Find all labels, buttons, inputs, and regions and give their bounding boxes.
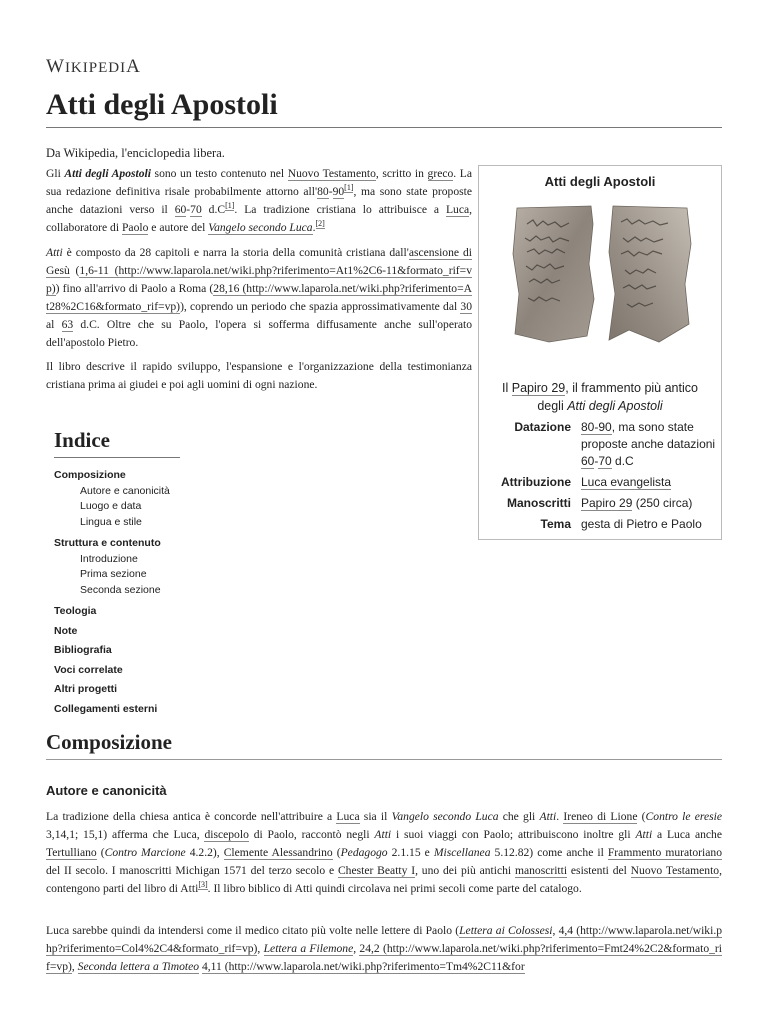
logo-letter-w: W [46, 56, 65, 77]
link-greco[interactable]: greco [427, 167, 454, 180]
tagline: Da Wikipedia, l'enciclopedia libera. [46, 146, 225, 160]
link-80-90[interactable]: 80-90 [581, 420, 612, 434]
link-90[interactable]: 90 [332, 185, 345, 198]
link-paolo[interactable]: Paolo [121, 221, 149, 234]
link-60[interactable]: 60 [174, 203, 187, 216]
toc-item-struttura[interactable]: Struttura e contenuto [54, 537, 161, 549]
infobox-row-tema: Tema gesta di Pietro e Paolo [540, 517, 702, 531]
link-colossesi[interactable]: Lettera ai Colossesi [459, 924, 553, 937]
section-divider [46, 759, 722, 760]
section-heading-composizione: Composizione [46, 730, 172, 754]
table-of-contents [54, 428, 194, 717]
infobox [478, 165, 722, 540]
link-filemone[interactable]: Lettera a Filemone [263, 942, 354, 955]
infobox-row-attribuzione: Attribuzione Luca evangelista [501, 475, 672, 489]
composizione-paragraph-2: Luca sarebbe quindi da intendersi come il medico citato più volte nelle lettere di Paolo (Lettera ai Colossesi, 4,4 (http://www.laparola.net/wiki.php?riferimento=Col4%2C4&formato_rif=vp), Lettera a Filemone, 24,2 (http://www.laparola.net/wiki.php?riferimento=Fmt24%2C2&formato_rif=vp), Seconda lettera a Timoteo 4,11 (http://www.laparola.net/wiki.php?riferimento=Tm4%2C11&for [46, 924, 723, 973]
link-col-4-4[interactable]: 4,4 (http://www.laparola.net/wiki.php?riferimento=Col4%2C4&formato_rif=vp) [46, 924, 723, 955]
link-papiro-29-ib[interactable]: Papiro 29 [581, 496, 633, 510]
link-at-28-16[interactable]: 28,16 (http://www.laparola.net/wiki.php?riferimento=At28%2C16&formato_rif=vp) [46, 282, 472, 313]
link-30[interactable]: 30 [460, 300, 472, 313]
toc-item-composizione[interactable]: Composizione [54, 469, 126, 481]
link-nuovo-testamento-2[interactable]: Nuovo Testamento [630, 864, 720, 877]
toc-item-teologia[interactable]: Teologia [54, 605, 97, 617]
toc-item-lingua[interactable]: Lingua e stile [80, 515, 142, 528]
link-ireneo[interactable]: Ireneo di Lione [563, 810, 638, 823]
ref-1b[interactable]: [1] [225, 201, 235, 211]
toc-item-note[interactable]: Note [54, 624, 78, 637]
link-60-ib[interactable]: 60 [581, 454, 595, 468]
infobox-row-manoscritti: Manoscritti Papiro 29 (250 circa) [506, 496, 693, 510]
link-papiro-29[interactable]: Papiro 29 [511, 381, 566, 395]
work-title: Atti degli Apostoli [64, 167, 151, 180]
link-discepolo[interactable]: discepolo [204, 828, 249, 841]
ref-2[interactable]: [2] [315, 219, 325, 229]
link-clemente[interactable]: Clemente Alessandrino [223, 846, 333, 859]
wikipedia-logo[interactable] [46, 56, 141, 78]
infobox-row-datazione: Datazione 80-90, ma sono state proposte anche datazioni 60-70 d.C [514, 420, 716, 468]
link-ascensione[interactable]: ascensione di Gesù [46, 246, 472, 277]
toc-item-altri-progetti[interactable]: Altri progetti [54, 683, 117, 695]
intro-paragraph-1: Gli Atti degli Apostoli sono un testo contenuto nel Nuovo Testamento, scritto in greco. La sua redazione definitiva risale probabilmente attorno all'80-90[1], ma sono state proposte anche datazioni verso il 60-70 d.C[1]. La tradizione cristiana lo attribuisce a Luca, collaboratore di Paolo e autore del Vangelo secondo Luca.[2] [46, 167, 473, 234]
infobox-title: Atti degli Apostoli [544, 174, 656, 189]
logo-letter-a: A [126, 56, 141, 77]
link-manoscritti[interactable]: manoscritti [514, 864, 568, 877]
papyrus-fragments-illustration [509, 204, 699, 344]
link-tertulliano[interactable]: Tertulliano [46, 846, 97, 859]
link-timoteo[interactable]: Seconda lettera a Timoteo [77, 960, 200, 973]
link-vangelo-luca[interactable]: Vangelo secondo Luca [208, 221, 313, 234]
toc-list [54, 468, 194, 717]
toc-item-autore[interactable]: Autore e canonicità [80, 484, 170, 497]
intro-paragraph-2: Atti è composto da 28 capitoli e narra la storia della comunità cristiana dall'ascensione di Gesù (1,6-11 (http://www.laparola.net/wiki.php?riferimento=At1%2C6-11&formato_rif=vp)) fino all'arrivo di Paolo a Roma (28,16 (http://www.laparola.net/wiki.php?riferimento=At28%2C16&formato_rif=vp)), coprendo un periodo che spazia approssimativamente dal 30 al 63 d.C. Oltre che su Paolo, l'opera si sofferma diffusamente anche sull'operato dell'apostolo Pietro. [46, 246, 473, 349]
toc-item-luogo[interactable]: Luogo e data [80, 500, 142, 512]
toc-item-introduzione[interactable]: Introduzione [80, 552, 138, 565]
link-luca[interactable]: Luca [445, 203, 470, 216]
toc-item-bibliografia[interactable]: Bibliografia [54, 644, 112, 656]
link-70-ib[interactable]: 70 [598, 454, 612, 468]
logo-smallcaps: IKIPEDI [64, 60, 127, 76]
infobox-table [483, 419, 719, 537]
toc-item-voci-correlate[interactable]: Voci correlate [54, 663, 123, 676]
toc-item-collegamenti-esterni[interactable]: Collegamenti esterni [54, 702, 158, 715]
link-luca-2[interactable]: Luca [336, 810, 360, 823]
link-70[interactable]: 70 [190, 203, 202, 216]
link-63[interactable]: 63 [61, 318, 74, 331]
papyrus-image[interactable] [509, 204, 699, 344]
title-divider [46, 127, 722, 128]
link-chester-beatty[interactable]: Chester Beatty I [337, 864, 416, 877]
link-tm-4-11[interactable]: 4,11 (http://www.laparola.net/wiki.php?riferimento=Tm4%2C11&for [201, 960, 525, 973]
link-luca-evangelista[interactable]: Luca evangelista [581, 475, 672, 489]
link-nuovo-testamento[interactable]: Nuovo Testamento [287, 167, 376, 180]
link-80[interactable]: 80 [317, 185, 329, 198]
infobox-caption: Il Papiro 29, il frammento più antico degli Atti degli Apostoli [502, 381, 698, 413]
page-title: Atti degli Apostoli [46, 88, 278, 121]
toc-title: Indice [54, 428, 180, 458]
toc-item-seconda-sezione[interactable]: Seconda sezione [80, 583, 161, 596]
link-frammento-muratoriano[interactable]: Frammento muratoriano [607, 846, 722, 859]
subsection-heading-autore: Autore e canonicità [46, 783, 167, 798]
ref-1[interactable]: [1] [344, 183, 354, 193]
link-fmt-24-2[interactable]: 24,2 (http://www.laparola.net/wiki.php?riferimento=Fmt24%2C2&formato_rif=vp) [46, 942, 722, 973]
link-at-1-6[interactable]: 1,6-11 (http://www.laparola.net/wiki.php?riferimento=At1%2C6-11&formato_rif=vp) [46, 264, 472, 295]
composizione-paragraph-1: La tradizione della chiesa antica è concorde nell'attribuire a Luca sia il Vangelo secondo Luca che gli Atti. Ireneo di Lione (Contro le eresie 3,14,1; 15,1) afferma che Luca, discepolo di Paolo, raccontò negli Atti i suoi viaggi con Paolo; attribuiscono inoltre gli Atti a Luca anche Tertulliano (Contro Marcione 4.2.2), Clemente Alessandrino (Pedagogo 2.1.15 e Miscellanea 5.12.82) come anche il Frammento muratoriano del II secolo. I manoscritti Michigan 1571 del terzo secolo e Chester Beatty I, uno dei più antichi manoscritti esistenti del Nuovo Testamento, contengono parti del libro di Atti[3]. Il libro biblico di Atti quindi circolava nei primi secoli come parte del catalogo. [46, 810, 723, 895]
ref-3[interactable]: [3] [198, 880, 208, 890]
intro-paragraph-3: Il libro descrive il rapido sviluppo, l'espansione e l'organizzazione della testimonianza cristiana prima ai giudei e poi agli uomini di ogni nazione. [46, 360, 472, 391]
toc-item-prima-sezione[interactable]: Prima sezione [80, 568, 147, 580]
